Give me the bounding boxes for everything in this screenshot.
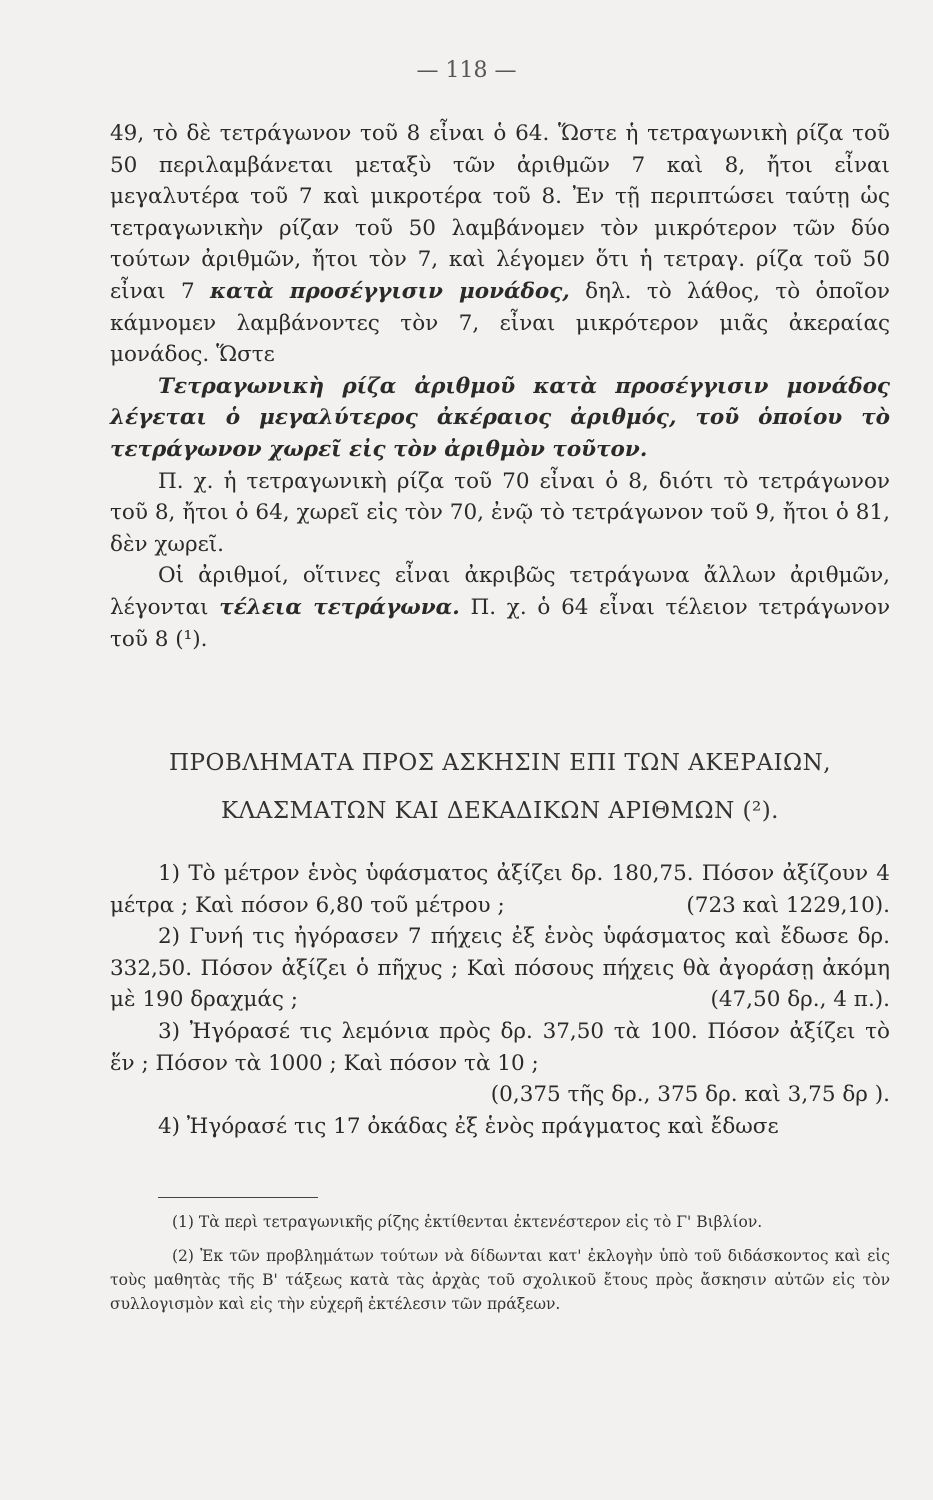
problem-2-text: 2) Γυνή τις ἠγόρασεν 7 πήχεις ἐξ ἑνὸς ὑφάσματος καὶ ἔδωσε δρ. 332,50. Πόσον ἀξίζει ὁ πῆχυς ; Καὶ πόσους πήχεις θὰ ἀγοράσῃ ἀκόμη μὲ 190 δραχμάς ; [110,924,890,1013]
problem-1 [110,858,890,921]
problem-1-text: 1) Τὸ μέτρον ἑνὸς ὑφάσματος ἀξίζει δρ. 180,75. Πόσον ἀξίζουν 4 μέτρα ; Καὶ πόσον 6,80 τοῦ μέτρου ; [110,861,890,918]
paragraph-1-emphasis: κατὰ προσέγγισιν μονάδος, [210,278,570,304]
section-heading-line-1: ΠΡΟΒΛΗΜΑΤΑ ΠΡΟΣ ΑΣΚΗΣΙΝ ΕΠΙ ΤΩΝ ΑΚΕΡΑΙΩΝ, [168,750,832,776]
section-heading-line-2: ΚΛΑΣΜΑΤΩΝ ΚΑΙ ΔΕΚΑΔΙΚΩΝ ΑΡΙΘΜΩΝ (²). [221,798,779,824]
problem-4 [110,1111,890,1143]
footnotes [110,1210,890,1326]
paragraph-1 [110,118,890,371]
definition: Τετραγωνικὴ ρίζα ἀριθμοῦ κατὰ προσέγγισιν μονάδος λέγεται ὁ μεγαλύτερος ἀκέραιος ἀριθμός, τοῦ ὁποίου τὸ τετράγωνον χωρεῖ εἰς τὸν ἀριθμὸν τοῦτον. [110,373,890,462]
problem-3-text: 3) Ἠγόρασέ τις λεμόνια πρὸς δρ. 37,50 τὰ 100. Πόσον ἀξίζει τὸ ἕν ; Πόσον τὰ 1000 ; Καὶ πόσον τὰ 10 ; [110,1018,890,1076]
problem-4-text: 4) Ἠγόρασέ τις 17 ὀκάδας ἐξ ἑνὸς πράγματος καὶ ἔδωσε [158,1113,779,1139]
main-text [110,118,890,655]
problem-3-answer: (0,375 τῆς δρ., 375 δρ. καὶ 3,75 δρ ). [490,1082,890,1108]
problem-list [110,858,890,1142]
footnote-2: (2) Ἐκ τῶν προβλημάτων τούτων νὰ δίδωνται κατ' ἐκλογὴν ὑπὸ τοῦ διδάσκοντος καὶ εἰς τοὺς μαθητὰς τῆς Β' τάξεως κατὰ τὰς ἀρχὰς τοῦ σχολικοῦ ἔτους πρὸς ἄσκησιν αὐτῶν εἰς τὸν συλλογισμὸν καὶ εἰς τὴν εὐχερῆ ἐκτέλεσιν τῶν πράξεων. [110,1247,890,1313]
page-number: — 118 — [416,58,517,83]
paragraph-3 [110,560,890,655]
problem-2-answer: (47,50 δρ., 4 π.). [710,987,890,1013]
paragraph-3-end: Π. χ. ὁ 64 εἶναι τέλειον τετράγωνον τοῦ 8 (¹). [110,594,891,652]
paragraph-3-text: Οἱ ἀριθμοί, οἵτινες εἶναι ἀκριβῶς τετράγωνα ἄλλων ἀριθμῶν, λέγονται [110,563,890,620]
footnote-1: (1) Τὰ περὶ τετραγωνικῆς ρίζης ἐκτίθενται ἐκτενέστερον εἰς τὸ Γ' Βιβλίον. [172,1213,763,1231]
example-paragraph: Π. χ. ἡ τετραγωνικὴ ρίζα τοῦ 70 εἶναι ὁ 8, διότι τὸ τετράγωνον τοῦ 8, ἤτοι ὁ 64, χωρεῖ εἰς τὸν 70, ἐνῷ τὸ τετράγωνον τοῦ 9, ἤτοι ὁ 81, δὲν χωρεῖ. [110,468,890,557]
problem-1-answer: (723 καὶ 1229,10). [686,892,890,918]
paragraph-1-text: 49, τὸ δὲ τετράγωνον τοῦ 8 εἶναι ὁ 64. Ὥστε ἡ τετραγωνικὴ ρίζα τοῦ 50 περιλαμβάνεται μεταξὺ τῶν ἀριθμῶν 7 καὶ 8, ἤτοι εἶναι μεγαλυτέρα τοῦ 7 καὶ μικροτέρα τοῦ 8. Ἐν τῇ περιπτώσει ταύτῃ ὡς τετραγωνικὴν ρίζαν τοῦ 50 λαμβάνομεν τὸν μικρότερον τῶν δύο τούτων ἀριθμῶν, ἤτοι τὸν 7, καὶ λέγομεν ὅτι ἡ τετραγ. ρίζα τοῦ 50 εἶναι 7 [110,121,890,304]
problem-3 [110,1016,890,1079]
paragraph-3-emphasis: τέλεια τετράγωνα. [219,594,460,620]
problem-2 [110,921,890,1016]
paragraph-1-end: δηλ. τὸ λάθος, τὸ ὁποῖον κάμνομεν λαμβάνοντες τὸν 7, εἶναι μικρότερον μιᾶς ἀκεραίας μονάδος. Ὥστε [110,278,890,368]
footnote-divider [158,1197,318,1198]
